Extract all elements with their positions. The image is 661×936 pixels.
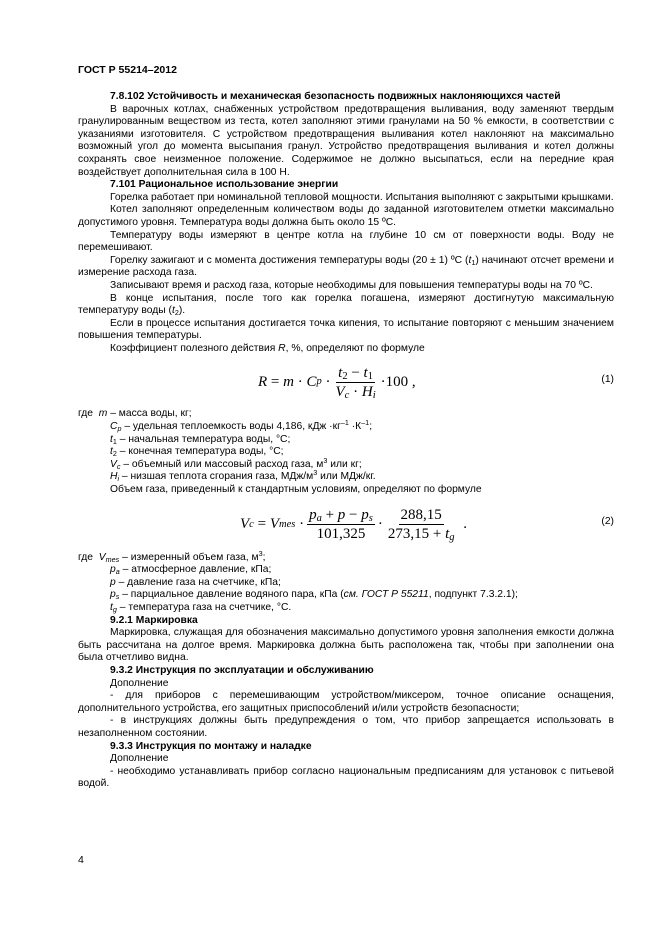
page-number: 4 [78,854,84,866]
where-1-m: где m – масса воды, кг; [78,408,192,420]
where-2-p: p – давление газа на счетчике, кПа; [110,576,281,588]
section-title-9-2-1: 9.2.1 Маркировка [110,614,198,626]
where-1-hi: $H_i$ – низшая теплота сгорания газа, МДж/$м^3$ или МДж/кг. [110,468,376,484]
where-2-tg: $t_g$ – температура газа на счетчике, °С. [110,602,292,614]
paragraph-end-test: В конце испытания, после того как горелка погашена, измеряют достигнутую максимальную температуру воды $(t_2)$. [78,292,614,318]
section-title-9-3-2: 9.3.2 Инструкция по эксплуатации и обслуживанию [110,664,374,676]
where-1-t1: $t_1$ – начальная температура воды, °С; [110,433,291,446]
formula-2-fraction-pressure: $\frac{p_a + p - p_s}{101,325}$ [309,507,373,543]
where-1-vc: $V_c$ – объемный или массовый расход газа, $м^3$ или кг; [110,455,362,471]
formula-2-number: (2) [601,515,614,527]
paragraph-efficiency: Коэффициент полезного действия R, %, определяют по формуле [110,342,425,354]
formula-2 [78,501,614,549]
paragraph-burner: Горелка работает при номинальной тепловой мощности. Испытания выполняют с закрытыми крышками. [110,191,614,203]
paragraph-ignite: Горелку зажигают и с момента достижения температуры воды (20 ± 1) ºС $(t_1)$ начинают отсчет времени и измерение расхода газа. [78,254,614,279]
paragraph-marking: Маркировка, служащая для обозначения максимально допустимого уровня заполнения емкости должна быть рассчитана на долгое время. Маркировка должна быть расположена так, чтобы при заполнении она была отчетливо видна. [78,627,614,664]
where-1-t2: $t_2$ – конечная температура воды, °С; [110,446,284,459]
formula-1-body: R = m · C p · $\frac{t_2 - t_1}{V_c \cdot H_i}$ · 100 , [258,364,416,401]
formula-1-number: (1) [601,374,614,386]
paragraph-7-8-102: В варочных котлах, снабженных устройством предотвращения выливания, воду заменяют твердым гранулированным веществом из теста, котел заполняют этими гранулами на 50 % емкости, в соответствии с указаниями изготовителя. С устройством предотвращения выливания котел наклоняют на максимально возможный угол до момента высыпания гранул. Устройство предотвращения выливания и котел должны сохранять свое неизменное положение. Содержимое не должно высыпаться, если на передние края воздействует дополнительная сила в 100 Н. [78,103,614,178]
addition-label-9-3-3: Дополнение [110,753,169,765]
section-title-7-8-102: 7.8.102 Устойчивость и механическая безопасность подвижных наклоняющихся частей [110,91,561,102]
formula-2-fraction-temperature: $\frac{288,15}{273,15 + t_g}$ [387,507,455,544]
paragraph-gas-volume: Объем газа, приведенный к стандартным условиям, определяют по формуле [110,484,482,496]
paragraph-record: Записывают время и расход газа, которые необходимы для повышения температуры воды на 70 ºС. [110,279,593,291]
paragraph-measure: Температуру воды измеряют в центре котла на глубине 10 см от поверхности воды. Воду не перемешивают. [78,229,614,254]
document-header: ГОСТ Р 55214–2012 [78,64,177,76]
formula-1-fraction: $\frac{t_2 - t_1}{V_c \cdot H_i}$ [335,364,376,401]
paragraph-fill: Котел заполняют определенным количеством воды до заданной изготовителем отметки максимально допустимого уровня. Температура воды должна быть около 15 ºС. [78,204,614,228]
section-title-7-101: 7.101 Рациональное использование энергии [110,179,339,191]
section-title-9-3-3: 9.3.3 Инструкция по монтажу и наладке [110,740,312,752]
formula-2-body: V c = V mes · $\frac{p_a + p - p_s}{101,325}$ · $\frac{288,15}{273,15 + t_g}$ . [240,507,467,544]
addition-label-9-3-2: Дополнение [110,677,169,689]
formula-1 [78,359,614,405]
paragraph-boiling: Если в процессе испытания достигается точка кипения, то испытание повторяют с меньшим значением повышения температуры. [78,317,614,342]
where-2-pa: $p_a$ – атмосферное давление, кПа; [110,564,272,577]
document-body [78,91,614,791]
where-2-vmes: где $V_{mes}$ – измеренный объем газа, $м^3$; [78,548,266,564]
where-2-ps: $p_s$ – парциальное давление водяного пара, кПа (см. ГОСТ Р 55211, подпункт 7.3.2.1); [110,589,518,602]
list-item-install: - необходимо устанавливать прибор согласно национальным предписаниям для установок с питьевой водой. [78,765,614,790]
list-item-mixer: - для приборов с перемешивающим устройством/миксером, точное описание оснащения, дополнительного устройства, его защитных приспособлений и/или устройств безопасности; [78,690,614,714]
list-item-warning: - в инструкциях должны быть предупреждения о том, что прибор запрещается использовать в незаполненном состоянии. [78,715,614,739]
where-1-cp: $C_p$ – удельная теплоемкость воды 4,186, кДж $\cdot кг^{-1} \cdot К^{-1}$; [110,418,373,434]
